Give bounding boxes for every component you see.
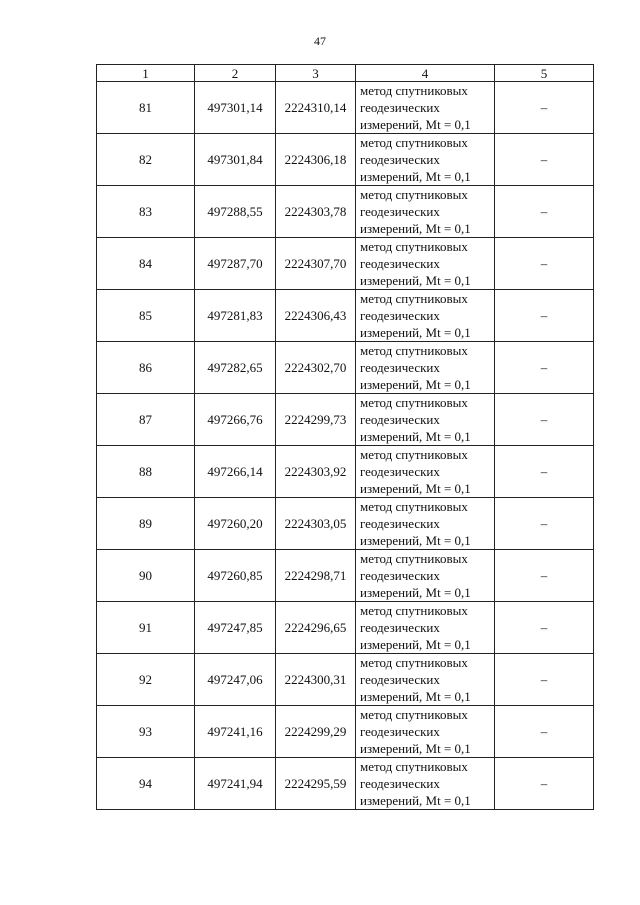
table-row: [97, 342, 594, 394]
table-row: [97, 238, 594, 290]
x-coordinate-cell: 497241,94: [195, 758, 276, 810]
x-coordinate-cell: 497301,84: [195, 134, 276, 186]
table-row: [97, 82, 594, 134]
note-cell: –: [495, 446, 594, 498]
method-cell: метод спутниковых геодезических измерений, Mt = 0,1: [356, 654, 495, 706]
note-cell: –: [495, 394, 594, 446]
table-row: [97, 186, 594, 238]
method-cell: метод спутниковых геодезических измерений, Mt = 0,1: [356, 550, 495, 602]
method-cell: метод спутниковых геодезических измерений, Mt = 0,1: [356, 446, 495, 498]
x-coordinate-cell: 497301,14: [195, 82, 276, 134]
note-cell: –: [495, 758, 594, 810]
method-cell: метод спутниковых геодезических измерений, Mt = 0,1: [356, 498, 495, 550]
point-number-cell: 88: [97, 446, 195, 498]
y-coordinate-cell: 2224295,59: [276, 758, 356, 810]
point-number-cell: 92: [97, 654, 195, 706]
note-cell: –: [495, 134, 594, 186]
y-coordinate-cell: 2224300,31: [276, 654, 356, 706]
header-col-5: 5: [495, 65, 594, 82]
table-row: [97, 134, 594, 186]
y-coordinate-cell: 2224302,70: [276, 342, 356, 394]
note-cell: –: [495, 186, 594, 238]
x-coordinate-cell: 497281,83: [195, 290, 276, 342]
note-cell: –: [495, 290, 594, 342]
y-coordinate-cell: 2224307,70: [276, 238, 356, 290]
method-cell: метод спутниковых геодезических измерений, Mt = 0,1: [356, 290, 495, 342]
table-row: [97, 602, 594, 654]
y-coordinate-cell: 2224298,71: [276, 550, 356, 602]
point-number-cell: 82: [97, 134, 195, 186]
header-col-4: 4: [356, 65, 495, 82]
method-cell: метод спутниковых геодезических измерений, Mt = 0,1: [356, 394, 495, 446]
point-number-cell: 93: [97, 706, 195, 758]
point-number-cell: 86: [97, 342, 195, 394]
note-cell: –: [495, 706, 594, 758]
table-row: [97, 706, 594, 758]
y-coordinate-cell: 2224303,92: [276, 446, 356, 498]
method-cell: метод спутниковых геодезических измерений, Mt = 0,1: [356, 82, 495, 134]
note-cell: –: [495, 654, 594, 706]
note-cell: –: [495, 82, 594, 134]
x-coordinate-cell: 497260,20: [195, 498, 276, 550]
header-col-2: 2: [195, 65, 276, 82]
y-coordinate-cell: 2224306,43: [276, 290, 356, 342]
y-coordinate-cell: 2224310,14: [276, 82, 356, 134]
point-number-cell: 91: [97, 602, 195, 654]
method-cell: метод спутниковых геодезических измерений, Mt = 0,1: [356, 134, 495, 186]
note-cell: –: [495, 238, 594, 290]
x-coordinate-cell: 497288,55: [195, 186, 276, 238]
note-cell: –: [495, 498, 594, 550]
point-number-cell: 84: [97, 238, 195, 290]
y-coordinate-cell: 2224306,18: [276, 134, 356, 186]
header-col-3: 3: [276, 65, 356, 82]
x-coordinate-cell: 497266,14: [195, 446, 276, 498]
x-coordinate-cell: 497287,70: [195, 238, 276, 290]
x-coordinate-cell: 497260,85: [195, 550, 276, 602]
table-header-row: [97, 65, 594, 82]
point-number-cell: 87: [97, 394, 195, 446]
table-row: [97, 758, 594, 810]
coordinates-table: [96, 64, 594, 810]
note-cell: –: [495, 602, 594, 654]
method-cell: метод спутниковых геодезических измерений, Mt = 0,1: [356, 602, 495, 654]
method-cell: метод спутниковых геодезических измерений, Mt = 0,1: [356, 186, 495, 238]
table-row: [97, 290, 594, 342]
point-number-cell: 85: [97, 290, 195, 342]
table-row: [97, 446, 594, 498]
point-number-cell: 90: [97, 550, 195, 602]
header-col-1: 1: [97, 65, 195, 82]
y-coordinate-cell: 2224299,73: [276, 394, 356, 446]
y-coordinate-cell: 2224299,29: [276, 706, 356, 758]
point-number-cell: 94: [97, 758, 195, 810]
method-cell: метод спутниковых геодезических измерений, Mt = 0,1: [356, 238, 495, 290]
x-coordinate-cell: 497247,06: [195, 654, 276, 706]
x-coordinate-cell: 497241,16: [195, 706, 276, 758]
y-coordinate-cell: 2224303,05: [276, 498, 356, 550]
method-cell: метод спутниковых геодезических измерений, Mt = 0,1: [356, 706, 495, 758]
table-row: [97, 394, 594, 446]
y-coordinate-cell: 2224296,65: [276, 602, 356, 654]
method-cell: метод спутниковых геодезических измерений, Mt = 0,1: [356, 758, 495, 810]
table-row: [97, 550, 594, 602]
table-row: [97, 498, 594, 550]
point-number-cell: 83: [97, 186, 195, 238]
note-cell: –: [495, 342, 594, 394]
x-coordinate-cell: 497282,65: [195, 342, 276, 394]
x-coordinate-cell: 497247,85: [195, 602, 276, 654]
note-cell: –: [495, 550, 594, 602]
point-number-cell: 81: [97, 82, 195, 134]
table-row: [97, 654, 594, 706]
page-number: 47: [314, 34, 326, 48]
point-number-cell: 89: [97, 498, 195, 550]
method-cell: метод спутниковых геодезических измерений, Mt = 0,1: [356, 342, 495, 394]
y-coordinate-cell: 2224303,78: [276, 186, 356, 238]
x-coordinate-cell: 497266,76: [195, 394, 276, 446]
